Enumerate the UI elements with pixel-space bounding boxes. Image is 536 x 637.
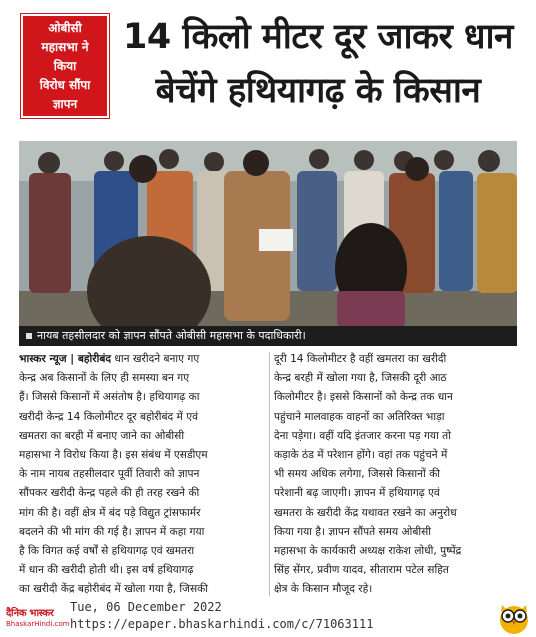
article-line: हैं। जिससे किसानों में असंतोष है। हथियागढ़ का xyxy=(19,391,200,404)
article-line xyxy=(19,350,265,369)
article-line: पहुंचाने मालवाहक वाहनों का अतिरिक्त भाड़ा xyxy=(274,410,445,423)
headline-line: 14 किलो मीटर दूर जाकर धान xyxy=(123,17,513,57)
article-line: केन्द्र अब किसानों के लिए ही समस्या बन गए xyxy=(19,372,190,385)
article-line: देना पड़ेगा। वहीं यदि इंतजार करना पड़ गया तो xyxy=(274,429,451,442)
article-line: मांग की है। वहीं क्षेत्र में बंद पड़े विद्युत ट्रांसफार्मर xyxy=(19,506,201,519)
kicker-line: महासभा ने xyxy=(41,39,89,54)
brand-logo[interactable] xyxy=(6,608,70,630)
kicker-box xyxy=(21,14,109,118)
owl-icon xyxy=(497,599,531,635)
article-line: परेशानी बढ़ जाएगी। ज्ञापन में हथियागढ़ एवं xyxy=(274,487,440,500)
column-divider xyxy=(269,352,270,596)
article-line: के नाम नायब तहसीलदार पूर्वी तिवारी को ज्ञापन xyxy=(19,468,200,481)
article-line: केन्द्र बरही में खोला गया है, जिसकी दूरी आठ xyxy=(274,372,447,385)
article-line: का खरीदी केंद्र बहोरीबंद में खोला गया है, जिसकी xyxy=(19,583,209,596)
epaper-url-link[interactable]: https://epaper.bhaskarhindi.com/c/71063111 xyxy=(70,617,374,631)
article-line: क्षेत्र के किसान मौजूद रहे। xyxy=(274,583,373,596)
kicker-line: ओबीसी xyxy=(48,20,82,35)
brand-subtitle: BhaskarHindi.com xyxy=(6,620,70,628)
kicker-line: विरोध सौंपा xyxy=(39,77,91,92)
brand-name: दैनिक भास्कर xyxy=(6,608,54,619)
article-line: में धान की खरीदी होती थी। इस वर्ष हथियागढ़ xyxy=(19,564,194,577)
article-line: बदलने की भी मांग की गई है। ज्ञापन में कहा गया xyxy=(19,525,205,538)
article-line: सिंह सेंगर, प्रवीण यादव, सीताराम पटेल सहित xyxy=(274,564,449,577)
headline-line: बेचेंगे हथियागढ़ के किसान xyxy=(155,71,481,111)
caption-text: नायब तहसीलदार को ज्ञापन सौंपते ओबीसी महासभा के पदाधिकारी। xyxy=(37,329,306,342)
article-line: खमतरा के खरीदी केंद्र यथावत रखने का अनुरोध xyxy=(274,506,457,519)
photo-caption xyxy=(19,326,517,346)
article-column-1 xyxy=(19,350,265,599)
publish-date: Tue, 06 December 2022 xyxy=(70,600,222,614)
article-line: भी समय अधिक लगेगा, जिससे किसानों की xyxy=(274,468,440,481)
article-line-text: धान खरीदने बनाए गए xyxy=(111,353,200,365)
article-line: महासभा ने विरोध किया है। इस संबंध में एसडीएम xyxy=(19,448,208,461)
news-photo xyxy=(19,141,517,328)
article-line: है कि विगत कई वर्षों से हथियागढ़ एवं खमतरा xyxy=(19,544,195,557)
article-line: खमतरा का बरही में बनाए जाने का ओबीसी xyxy=(19,429,185,442)
article-line: किलोमीटर है। इससे किसानों को केन्द्र तक धान xyxy=(274,391,453,404)
kicker-line: ज्ञापन xyxy=(52,96,78,111)
square-bullet-icon xyxy=(26,333,32,339)
article-column-2 xyxy=(274,350,520,599)
article-line: महासभा के कार्यकारी अध्यक्ष राकेश लोधी, पुष्पेंद्र xyxy=(274,544,462,557)
article-line: खरीदी केन्द्र 14 किलोमीटर दूर बहोरीबंद में एवं xyxy=(19,410,198,423)
headline xyxy=(112,10,524,118)
article-line: किया गया है। ज्ञापन सौंपते समय ओबीसी xyxy=(274,525,432,538)
crowd-photo-illustration xyxy=(19,141,517,328)
article-line: दूरी 14 किलोमीटर है वहीं खमतरा का खरीदी xyxy=(274,353,447,365)
dateline: भास्कर न्यूज | बहोरीबंद xyxy=(19,353,112,365)
article-line: सौंपकर खरीदी केन्द्र पहले की ही तरह रखने की xyxy=(19,487,200,500)
article-line: कड़ाके ठंड में परेशान होंगे। वहां तक पहुंचने में xyxy=(274,448,448,461)
kicker-line: किया xyxy=(53,58,77,73)
